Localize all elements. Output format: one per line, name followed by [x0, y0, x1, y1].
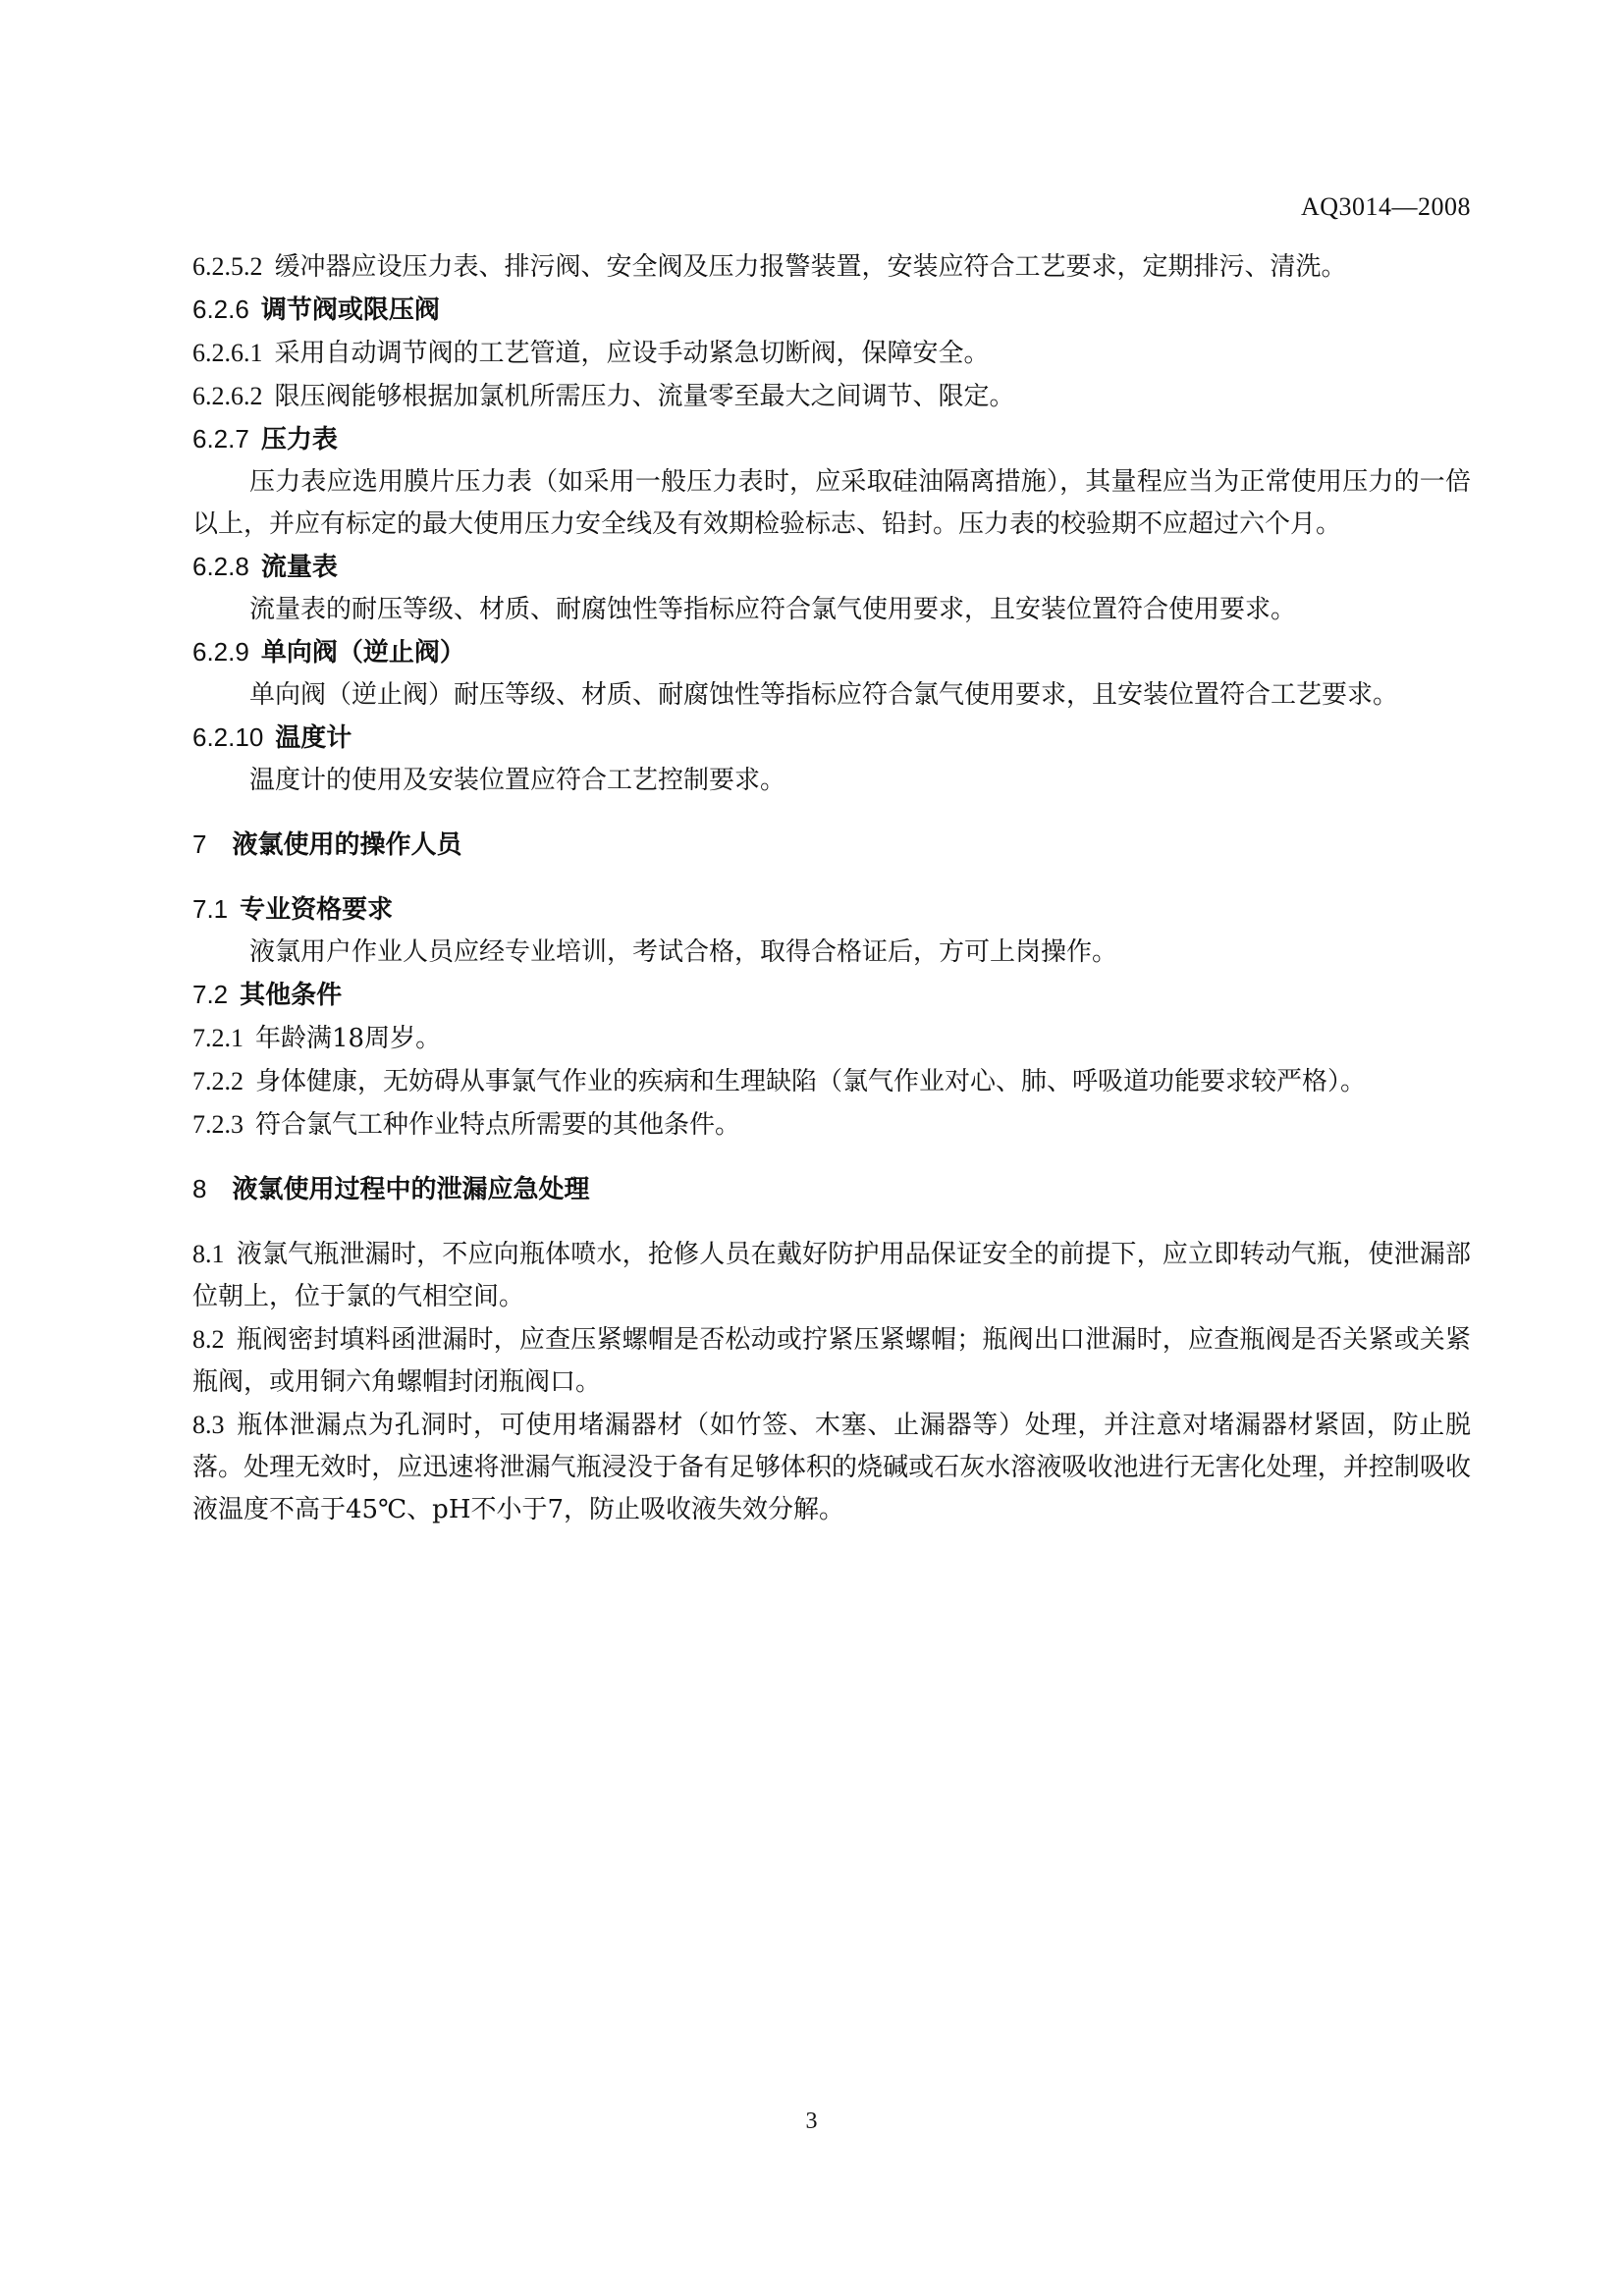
heading-7-2	[192, 974, 1471, 1017]
heading-title: 其他条件	[240, 981, 343, 1010]
heading-6-2-6	[192, 289, 1471, 332]
clause-7-2-2	[192, 1060, 1471, 1103]
heading-6-2-10	[192, 717, 1471, 760]
heading-title: 单向阀（逆止阀）	[260, 638, 465, 667]
chapter-7-heading	[192, 824, 1471, 867]
heading-title: 温度计	[275, 723, 352, 753]
clause-8-3	[192, 1404, 1471, 1531]
heading-number: 7.2	[192, 980, 229, 1009]
heading-6-2-9	[192, 631, 1471, 674]
clause-text: 身体健康，无妨碍从事氯气作业的疾病和生理缺陷（氯气作业对心、肺、呼吸道功能要求较严格）。	[255, 1067, 1367, 1096]
heading-number: 6.2.10	[192, 722, 264, 752]
heading-7-1	[192, 888, 1471, 932]
clause-number: 6.2.6.2	[192, 382, 263, 410]
heading-title: 压力表	[260, 425, 338, 454]
clause-number: 8.3	[192, 1411, 225, 1439]
clause-number: 7.2.2	[192, 1067, 243, 1095]
clause-number: 8.2	[192, 1325, 225, 1354]
heading-number: 6.2.9	[192, 637, 249, 667]
heading-number: 6.2.7	[192, 424, 249, 454]
chapter-number: 8	[192, 1174, 207, 1203]
heading-title: 专业资格要求	[240, 895, 394, 925]
clause-text: 限压阀能够根据加氯机所需压力、流量零至最大之间调节、限定。	[274, 382, 1015, 411]
heading-title: 调节阀或限压阀	[260, 295, 440, 325]
clause-number: 7.2.3	[192, 1110, 243, 1139]
heading-number: 6.2.6	[192, 294, 249, 324]
clause-6-2-5-2	[192, 245, 1471, 289]
heading-6-2-8	[192, 546, 1471, 589]
paragraph-6-2-9: 单向阀（逆止阀）耐压等级、材质、耐腐蚀性等指标应符合氯气使用要求，且安装位置符合工艺要求。	[249, 680, 1399, 710]
clause-text: 缓冲器应设压力表、排污阀、安全阀及压力报警装置，安装应符合工艺要求，定期排污、清洗。	[274, 252, 1347, 282]
chapter-number: 7	[192, 829, 207, 859]
clause-text: 年龄满18周岁。	[255, 1024, 442, 1053]
chapter-8-heading	[192, 1168, 1471, 1211]
paragraph-7-1: 液氯用户作业人员应经专业培训，考试合格，取得合格证后，方可上岗操作。	[249, 937, 1118, 967]
clause-number: 7.2.1	[192, 1024, 243, 1052]
chapter-title: 液氯使用的操作人员	[232, 830, 462, 860]
paragraph-6-2-7: 压力表应选用膜片压力表（如采用一般压力表时，应采取硅油隔离措施），其量程应当为正常使用压力的一倍以上，并应有标定的最大使用压力安全线及有效期检验标志、铅封。压力表的校验期不应超过六个月。	[192, 467, 1471, 539]
clause-number: 8.1	[192, 1240, 225, 1268]
clause-7-2-1	[192, 1017, 1471, 1060]
clause-number: 6.2.5.2	[192, 252, 263, 281]
heading-number: 7.1	[192, 894, 229, 924]
clause-6-2-6-1	[192, 332, 1471, 375]
paragraph-6-2-10: 温度计的使用及安装位置应符合工艺控制要求。	[249, 766, 786, 795]
clause-7-2-3	[192, 1103, 1471, 1147]
clause-text: 采用自动调节阀的工艺管道，应设手动紧急切断阀，保障安全。	[274, 339, 990, 368]
heading-number: 6.2.8	[192, 552, 249, 581]
heading-6-2-7	[192, 418, 1471, 461]
heading-title: 流量表	[260, 553, 338, 582]
clause-text: 瓶体泄漏点为孔洞时，可使用堵漏器材（如竹签、木塞、止漏器等）处理，并注意对堵漏器材紧固，防止脱落。处理无效时，应迅速将泄漏气瓶浸没于备有足够体积的烧碱或石灰水溶液吸收池进行无害化处理，并控制吸收液温度不高于45℃、pH不小于7，防止吸收液失效分解。	[192, 1411, 1471, 1524]
document-body	[192, 245, 1471, 1531]
clause-6-2-6-2	[192, 375, 1471, 418]
clause-8-1	[192, 1233, 1471, 1318]
clause-text: 符合氯气工种作业特点所需要的其他条件。	[255, 1110, 741, 1140]
clause-text: 液氯气瓶泄漏时，不应向瓶体喷水，抢修人员在戴好防护用品保证安全的前提下，应立即转动气瓶，使泄漏部位朝上，位于氯的气相空间。	[192, 1240, 1471, 1311]
document-id: AQ3014—2008	[1300, 192, 1471, 221]
clause-number: 6.2.6.1	[192, 339, 263, 367]
clause-text: 瓶阀密封填料函泄漏时，应查压紧螺帽是否松动或拧紧压紧螺帽；瓶阀出口泄漏时，应查瓶阀是否关紧或关紧瓶阀，或用铜六角螺帽封闭瓶阀口。	[192, 1325, 1471, 1397]
paragraph-6-2-8: 流量表的耐压等级、材质、耐腐蚀性等指标应符合氯气使用要求，且安装位置符合使用要求。	[249, 595, 1297, 624]
clause-8-2	[192, 1318, 1471, 1404]
chapter-title: 液氯使用过程中的泄漏应急处理	[232, 1175, 590, 1204]
page-number: 3	[805, 2109, 818, 2134]
